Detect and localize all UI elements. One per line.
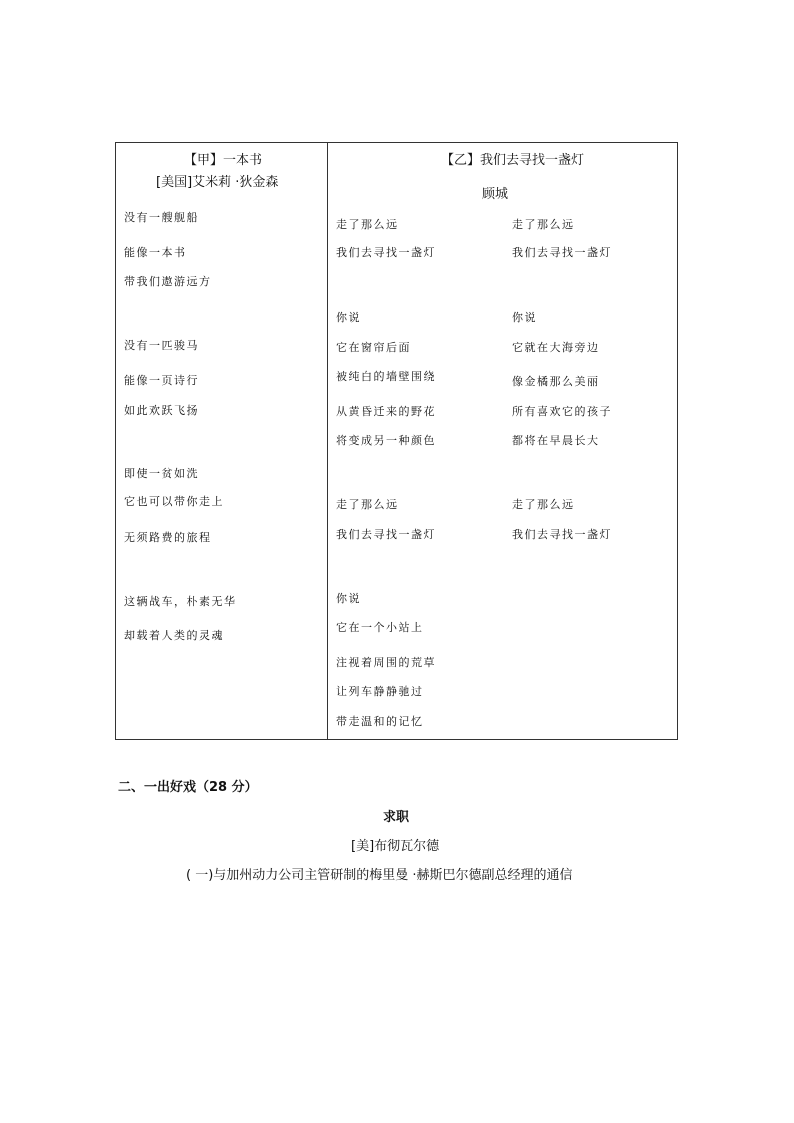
poem-b-right-line: 它就在大海旁边 — [512, 341, 600, 354]
poem-a-line: 能像一页诗行 — [124, 374, 199, 387]
poem-a-author: [美国]艾米莉 ·狄金森 — [156, 175, 279, 190]
poem-b-right-line: 我们去寻找一盏灯 — [512, 246, 612, 259]
poem-b-left-line: 它在一个小站上 — [336, 621, 424, 634]
poem-a-line: 这辆战车，朴素无华 — [124, 595, 237, 608]
section-title: 求职 — [383, 810, 410, 825]
poem-b-author: 顾城 — [482, 187, 509, 202]
poem-b-left-line: 我们去寻找一盏灯 — [336, 246, 436, 259]
poem-b-left-line: 你说 — [336, 592, 361, 605]
poem-b-left-line: 走了那么远 — [336, 498, 399, 511]
poem-b-left-line: 让列车静静驰过 — [336, 685, 424, 698]
poem-a-line: 即使一贫如洗 — [124, 467, 199, 480]
poem-b-left-line: 从黄昏迁来的野花 — [336, 405, 436, 418]
poem-b-left-line: 带走温和的记忆 — [336, 715, 424, 728]
section-heading: 二、一出好戏（28 分） — [118, 780, 258, 795]
section-author: [美]布彻瓦尔德 — [351, 839, 440, 854]
poem-a-line: 它也可以带你走上 — [124, 495, 224, 508]
poem-a-line: 如此欢跃飞扬 — [124, 404, 199, 417]
column-divider — [327, 143, 328, 739]
poem-a-line: 能像一本书 — [124, 246, 187, 259]
poem-b-left-line: 将变成另一种颜色 — [336, 434, 436, 447]
poem-b-right-line: 走了那么远 — [512, 218, 575, 231]
poem-b-left-line: 你说 — [336, 311, 361, 324]
poem-b-right-line: 你说 — [512, 311, 537, 324]
poem-b-title: 【乙】我们去寻找一盏灯 — [441, 153, 585, 168]
poem-b-right-line: 我们去寻找一盏灯 — [512, 528, 612, 541]
poem-b-left-line: 走了那么远 — [336, 218, 399, 231]
poem-b-right-line: 都将在早晨长大 — [512, 434, 600, 447]
poem-a-line: 无须路费的旅程 — [124, 531, 212, 544]
poem-b-right-line: 像金橘那么美丽 — [512, 375, 600, 388]
poem-b-right-line: 所有喜欢它的孩子 — [512, 405, 612, 418]
poem-a-line: 却载着人类的灵魂 — [124, 629, 224, 642]
poem-comparison-table — [115, 142, 678, 740]
poem-a-line: 没有一匹骏马 — [124, 339, 199, 352]
poem-a-line: 带我们遨游远方 — [124, 275, 212, 288]
section-subtitle: ( 一)与加州动力公司主管研制的梅里曼 ·赫斯巴尔德副总经理的通信 — [186, 868, 573, 883]
poem-b-left-line: 注视着周围的荒草 — [336, 656, 436, 669]
poem-b-left-line: 被纯白的墙壁围绕 — [336, 370, 436, 383]
poem-b-left-line: 它在窗帘后面 — [336, 341, 411, 354]
poem-a-line: 没有一艘舰船 — [124, 211, 199, 224]
poem-b-right-line: 走了那么远 — [512, 498, 575, 511]
poem-a-title: 【甲】一本书 — [184, 153, 263, 168]
poem-b-left-line: 我们去寻找一盏灯 — [336, 528, 436, 541]
